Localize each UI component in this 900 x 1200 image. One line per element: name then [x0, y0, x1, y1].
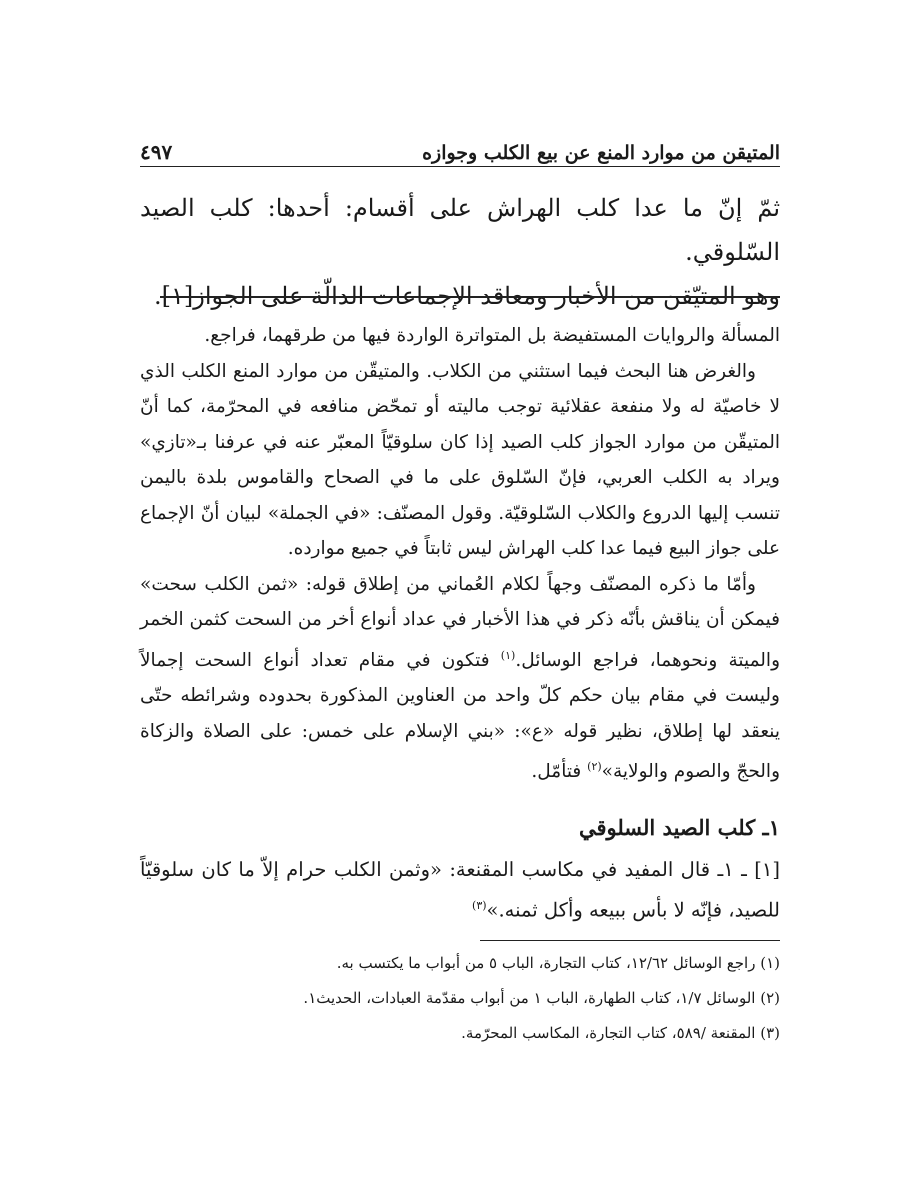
section-block	[140, 810, 780, 929]
footnote-ref-3: (٣)	[472, 899, 487, 912]
main-text-line-1: ثمّ إنّ ما عدا كلب الهراش على أقسام: أحدها: كلب الصيد السّلوقي.	[140, 194, 780, 266]
page-number: ٤٩٧	[140, 140, 173, 164]
footnote-ref-1: (١)	[500, 648, 516, 662]
main-text-divider	[160, 296, 780, 298]
section-text-body: [١] ـ ١ـ قال المفيد في مكاسب المقنعة: «وثمن الكلب حرام إلاّ ما كان سلوقيّاً للصيد، فإنّه لا بأس ببيعه وأكل ثمنه.»	[140, 858, 781, 922]
commentary-paragraph-3-cont: فتكون في مقام تعداد أنواع السحت إجمالاً وليست في مقام بيان حكم كلّ واحد من العناوين المذكورة بحدوده وشرائطه حتّى ينعقد لها إطلاق، نظير قوله «ع»: «بني الإسلام على خمس: على الصلاة والزكاة والحجّ والصوم والولاية»	[140, 649, 780, 783]
commentary-paragraph-3	[140, 567, 780, 790]
commentary-paragraph-2: والغرض هنا البحث فيما استثني من الكلاب. والمتيقّن من موارد المنع الكلب الذي لا خاصيّة له ولا منفعة عقلائية توجب ماليته أو تمحّض منافعه في المحرّمة، كما أنّ المتيقّن من موارد الجواز كلب الصيد إذا كان سلوقيّاً المعبّر عنه في عرفنا بـ«تازي» ويراد به الكلب العربي، فإنّ السّلوق على ما في الصحاح والقاموس بلدة باليمن تنسب إليها الدروع والكلاب السّلوقيّة. وقول المصنّف: «في الجملة» لبيان أنّ الإجماع على جواز البيع فيما عدا كلب الهراش ليس ثابتاً في جميع موارده.	[140, 360, 780, 559]
footnote-2: (٢) الوسائل ١/٧، كتاب الطهارة، الباب ١ من أبواب مقدّمة العبادات، الحديث١.	[303, 989, 780, 1007]
commentary-paragraph-1: المسألة والروايات المستفيضة بل المتواترة الواردة فيها من طرقهما، فراجع.	[204, 325, 780, 346]
running-head: المتيقن من موارد المنع عن بيع الكلب وجوازه	[422, 142, 780, 164]
commentary-closing: فتأمّل.	[531, 761, 582, 783]
main-text-line-2: وهو المتيّقن من الأخبار ومعاقد الإجماعات الدالّة على الجواز[١].	[154, 282, 780, 310]
footnote-divider	[480, 940, 780, 941]
footnote-1: (١) راجع الوسائل ١٢/٦٢، كتاب التجارة، الباب ٥ من أبواب ما يكتسب به.	[336, 954, 780, 972]
section-heading: ١ـ كلب الصيد السلوقي	[578, 815, 780, 840]
page-header	[140, 128, 780, 167]
section-text	[140, 852, 780, 929]
footnotes	[140, 946, 780, 1051]
commentary	[140, 318, 780, 790]
footnote-3: (٣) المقنعة /٥٨٩، كتاب التجارة، المكاسب المحرّمة.	[461, 1024, 780, 1042]
commentary-paragraph-3-text: وأمّا ما ذكره المصنّف وجهاً لكلام العُماني من إطلاق قوله: «ثمن الكلب سحت» فيمكن أن يناقش بأنّه ذكر في هذا الأخبار في عداد أنواع أخر من السحت كثمن الخمر والميتة ونحوهما، فراجع الوسائل.	[140, 573, 780, 671]
main-text	[140, 186, 780, 318]
footnote-ref-2: (٢)	[587, 760, 602, 774]
